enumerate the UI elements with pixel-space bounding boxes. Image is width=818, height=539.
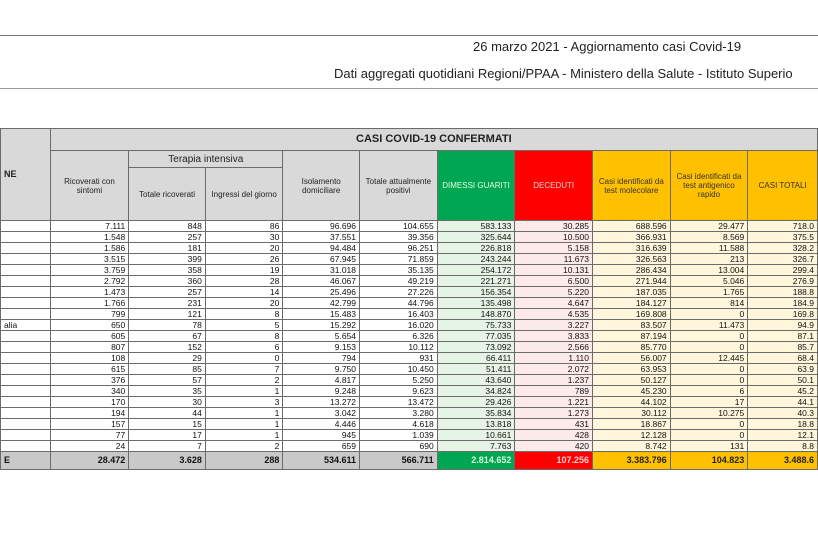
value-cell: 42.799: [283, 298, 360, 309]
value-cell: 2.072: [515, 364, 593, 375]
region-cell: [1, 331, 51, 342]
total-cell: 566.711: [360, 452, 438, 470]
value-cell: 35.135: [360, 265, 438, 276]
value-cell: 650: [50, 320, 129, 331]
value-cell: 96.251: [360, 243, 438, 254]
value-cell: 7.763: [437, 441, 515, 452]
report-subtitle: Dati aggregati quotidiani Regioni/PPAA - Ministero della Salute - Istituto Superio: [334, 66, 793, 81]
value-cell: 73.092: [437, 342, 515, 353]
value-cell: 152: [129, 342, 206, 353]
value-cell: 659: [283, 441, 360, 452]
value-cell: 29.426: [437, 397, 515, 408]
value-cell: 12.128: [593, 430, 671, 441]
value-cell: 7: [205, 364, 283, 375]
value-cell: 34.824: [437, 386, 515, 397]
value-cell: 12.1: [748, 430, 818, 441]
value-cell: 49.219: [360, 276, 438, 287]
region-cell: [1, 397, 51, 408]
value-cell: 13.004: [670, 265, 748, 276]
value-cell: 187.035: [593, 287, 671, 298]
value-cell: 221.271: [437, 276, 515, 287]
value-cell: 271.944: [593, 276, 671, 287]
value-cell: 5.158: [515, 243, 593, 254]
value-cell: 428: [515, 430, 593, 441]
value-cell: 6.500: [515, 276, 593, 287]
value-cell: 96.696: [283, 221, 360, 232]
region-cell: [1, 309, 51, 320]
table-row: [1, 441, 818, 452]
value-cell: 43.640: [437, 375, 515, 386]
value-cell: 10.661: [437, 430, 515, 441]
value-cell: 157: [50, 419, 129, 430]
value-cell: 11.588: [670, 243, 748, 254]
value-cell: 85.7: [748, 342, 818, 353]
value-cell: 44: [129, 408, 206, 419]
value-cell: 399: [129, 254, 206, 265]
value-cell: 605: [50, 331, 129, 342]
value-cell: 16.020: [360, 320, 438, 331]
header-rule-bottom: [0, 88, 818, 89]
value-cell: 17: [670, 397, 748, 408]
region-cell: [1, 276, 51, 287]
value-cell: 169.8: [748, 309, 818, 320]
value-cell: 276.9: [748, 276, 818, 287]
total-cell: 3.383.796: [593, 452, 671, 470]
value-cell: 3: [205, 397, 283, 408]
header-deceduti: DECEDUTI: [515, 151, 593, 221]
value-cell: 27.226: [360, 287, 438, 298]
table-body: [1, 221, 818, 470]
value-cell: 2.792: [50, 276, 129, 287]
value-cell: 121: [129, 309, 206, 320]
value-cell: 340: [50, 386, 129, 397]
value-cell: 316.639: [593, 243, 671, 254]
value-cell: 86: [205, 221, 283, 232]
value-cell: 3.833: [515, 331, 593, 342]
value-cell: 1.110: [515, 353, 593, 364]
value-cell: 50.1: [748, 375, 818, 386]
region-cell: [1, 386, 51, 397]
value-cell: 131: [670, 441, 748, 452]
table-row: [1, 364, 818, 375]
value-cell: 30.285: [515, 221, 593, 232]
value-cell: 29: [129, 353, 206, 364]
header-totale-positivi: Totale attualmente positivi: [360, 151, 438, 221]
value-cell: 4.618: [360, 419, 438, 430]
value-cell: 2.566: [515, 342, 593, 353]
value-cell: 94.9: [748, 320, 818, 331]
value-cell: 814: [670, 298, 748, 309]
region-cell: [1, 254, 51, 265]
total-cell: 3.628: [129, 452, 206, 470]
value-cell: 184.9: [748, 298, 818, 309]
value-cell: 8.8: [748, 441, 818, 452]
region-cell: [1, 221, 51, 232]
value-cell: 1.237: [515, 375, 593, 386]
value-cell: 945: [283, 430, 360, 441]
value-cell: 148.870: [437, 309, 515, 320]
value-cell: 1.221: [515, 397, 593, 408]
value-cell: 10.275: [670, 408, 748, 419]
table-row: [1, 375, 818, 386]
value-cell: 299.4: [748, 265, 818, 276]
region-cell: [1, 265, 51, 276]
value-cell: 326.7: [748, 254, 818, 265]
value-cell: 194: [50, 408, 129, 419]
value-cell: 1: [205, 408, 283, 419]
value-cell: 13.272: [283, 397, 360, 408]
value-cell: 8.742: [593, 441, 671, 452]
total-cell: 107.256: [515, 452, 593, 470]
value-cell: 77: [50, 430, 129, 441]
value-cell: 799: [50, 309, 129, 320]
value-cell: 243.244: [437, 254, 515, 265]
value-cell: 0: [670, 331, 748, 342]
table-row: [1, 408, 818, 419]
value-cell: 5.654: [283, 331, 360, 342]
value-cell: 0: [670, 342, 748, 353]
value-cell: 6: [670, 386, 748, 397]
value-cell: 26: [205, 254, 283, 265]
value-cell: 14: [205, 287, 283, 298]
value-cell: 94.484: [283, 243, 360, 254]
value-cell: 135.498: [437, 298, 515, 309]
value-cell: 30: [205, 232, 283, 243]
region-cell: [1, 430, 51, 441]
value-cell: 431: [515, 419, 593, 430]
value-cell: 63.953: [593, 364, 671, 375]
value-cell: 807: [50, 342, 129, 353]
value-cell: 0: [670, 430, 748, 441]
value-cell: 40.3: [748, 408, 818, 419]
value-cell: 1.039: [360, 430, 438, 441]
value-cell: 85: [129, 364, 206, 375]
value-cell: 718.0: [748, 221, 818, 232]
region-cell: [1, 298, 51, 309]
value-cell: 0: [670, 364, 748, 375]
value-cell: 18.867: [593, 419, 671, 430]
value-cell: 3.042: [283, 408, 360, 419]
value-cell: 2: [205, 441, 283, 452]
value-cell: 848: [129, 221, 206, 232]
header-dimessi: DIMESSI GUARITI: [437, 151, 515, 221]
value-cell: 12.445: [670, 353, 748, 364]
value-cell: 0: [205, 353, 283, 364]
value-cell: 286.434: [593, 265, 671, 276]
value-cell: 35.834: [437, 408, 515, 419]
value-cell: 71.859: [360, 254, 438, 265]
value-cell: 85.770: [593, 342, 671, 353]
value-cell: 9.750: [283, 364, 360, 375]
value-cell: 10.112: [360, 342, 438, 353]
table-row: [1, 342, 818, 353]
value-cell: 24: [50, 441, 129, 452]
value-cell: 108: [50, 353, 129, 364]
value-cell: 9.623: [360, 386, 438, 397]
value-cell: 8: [205, 331, 283, 342]
region-header: NE: [1, 129, 51, 221]
value-cell: 39.356: [360, 232, 438, 243]
value-cell: 9.248: [283, 386, 360, 397]
table-row: [1, 298, 818, 309]
value-cell: 1.766: [50, 298, 129, 309]
total-row: [1, 452, 818, 470]
value-cell: 75.733: [437, 320, 515, 331]
value-cell: 420: [515, 441, 593, 452]
value-cell: 4.647: [515, 298, 593, 309]
header-ricoverati: Ricoverati con sintomi: [50, 151, 129, 221]
value-cell: 1.765: [670, 287, 748, 298]
value-cell: 184.127: [593, 298, 671, 309]
value-cell: 366.931: [593, 232, 671, 243]
value-cell: 0: [670, 375, 748, 386]
value-cell: 213: [670, 254, 748, 265]
value-cell: 51.411: [437, 364, 515, 375]
region-cell: [1, 408, 51, 419]
value-cell: 257: [129, 287, 206, 298]
value-cell: 10.450: [360, 364, 438, 375]
value-cell: 0: [670, 419, 748, 430]
value-cell: 5.220: [515, 287, 593, 298]
value-cell: 4.817: [283, 375, 360, 386]
table-row: [1, 331, 818, 342]
header-antigenico: Casi identificati da test antigenico rapido: [670, 151, 748, 221]
table-row: [1, 386, 818, 397]
value-cell: 4.446: [283, 419, 360, 430]
total-cell: 104.823: [670, 452, 748, 470]
region-cell: [1, 232, 51, 243]
table-row: [1, 309, 818, 320]
total-label: E: [1, 452, 51, 470]
value-cell: 13.472: [360, 397, 438, 408]
table-row: [1, 397, 818, 408]
value-cell: 15: [129, 419, 206, 430]
value-cell: 3.759: [50, 265, 129, 276]
value-cell: 20: [205, 243, 283, 254]
table-row: [1, 276, 818, 287]
value-cell: 20: [205, 298, 283, 309]
value-cell: 44.1: [748, 397, 818, 408]
value-cell: 360: [129, 276, 206, 287]
value-cell: 169.808: [593, 309, 671, 320]
value-cell: 3.515: [50, 254, 129, 265]
value-cell: 45.2: [748, 386, 818, 397]
value-cell: 254.172: [437, 265, 515, 276]
value-cell: 17: [129, 430, 206, 441]
covid-cases-table: [0, 128, 818, 470]
value-cell: 13.818: [437, 419, 515, 430]
header-ingressi: Ingressi del giorno: [205, 168, 283, 221]
value-cell: 9.153: [283, 342, 360, 353]
value-cell: 931: [360, 353, 438, 364]
value-cell: 63.9: [748, 364, 818, 375]
region-cell: [1, 243, 51, 254]
value-cell: 794: [283, 353, 360, 364]
value-cell: 77.035: [437, 331, 515, 342]
value-cell: 57: [129, 375, 206, 386]
value-cell: 4.535: [515, 309, 593, 320]
value-cell: 7: [129, 441, 206, 452]
value-cell: 30: [129, 397, 206, 408]
value-cell: 10.131: [515, 265, 593, 276]
region-cell: [1, 287, 51, 298]
value-cell: 104.655: [360, 221, 438, 232]
value-cell: 5.250: [360, 375, 438, 386]
value-cell: 1.548: [50, 232, 129, 243]
value-cell: 30.112: [593, 408, 671, 419]
value-cell: 87.1: [748, 331, 818, 342]
value-cell: 19: [205, 265, 283, 276]
value-cell: 231: [129, 298, 206, 309]
value-cell: 67.945: [283, 254, 360, 265]
total-cell: 288: [205, 452, 283, 470]
header-isolamento: Isolamento domiciliare: [283, 151, 360, 221]
value-cell: 6.326: [360, 331, 438, 342]
region-cell: [1, 364, 51, 375]
value-cell: 358: [129, 265, 206, 276]
value-cell: 2: [205, 375, 283, 386]
table-row: [1, 232, 818, 243]
value-cell: 8.569: [670, 232, 748, 243]
value-cell: 50.127: [593, 375, 671, 386]
header-rule-top: [0, 35, 818, 36]
table-row: [1, 265, 818, 276]
value-cell: 326.563: [593, 254, 671, 265]
value-cell: 376: [50, 375, 129, 386]
value-cell: 31.018: [283, 265, 360, 276]
table-row: [1, 320, 818, 331]
value-cell: 5.046: [670, 276, 748, 287]
super-header: CASI COVID-19 CONFERMATI: [50, 129, 817, 151]
total-cell: 534.611: [283, 452, 360, 470]
value-cell: 18.8: [748, 419, 818, 430]
value-cell: 29.477: [670, 221, 748, 232]
value-cell: 66.411: [437, 353, 515, 364]
value-cell: 8: [205, 309, 283, 320]
value-cell: 56.007: [593, 353, 671, 364]
value-cell: 7.111: [50, 221, 129, 232]
value-cell: 78: [129, 320, 206, 331]
region-cell: alia: [1, 320, 51, 331]
value-cell: 44.796: [360, 298, 438, 309]
value-cell: 170: [50, 397, 129, 408]
value-cell: 188.8: [748, 287, 818, 298]
value-cell: 3.227: [515, 320, 593, 331]
total-cell: 3.488.6: [748, 452, 818, 470]
value-cell: 11.673: [515, 254, 593, 265]
table-row: [1, 254, 818, 265]
value-cell: 16.403: [360, 309, 438, 320]
value-cell: 6: [205, 342, 283, 353]
value-cell: 0: [670, 309, 748, 320]
region-cell: [1, 419, 51, 430]
header-molecolare: Casi identificati da test molecolare: [593, 151, 671, 221]
value-cell: 68.4: [748, 353, 818, 364]
value-cell: 690: [360, 441, 438, 452]
value-cell: 615: [50, 364, 129, 375]
value-cell: 1: [205, 386, 283, 397]
value-cell: 87.194: [593, 331, 671, 342]
value-cell: 28: [205, 276, 283, 287]
value-cell: 44.102: [593, 397, 671, 408]
value-cell: 46.067: [283, 276, 360, 287]
value-cell: 1.473: [50, 287, 129, 298]
value-cell: 67: [129, 331, 206, 342]
value-cell: 226.818: [437, 243, 515, 254]
value-cell: 328.2: [748, 243, 818, 254]
header-terapia-intensiva: Terapia intensiva: [129, 151, 283, 168]
value-cell: 37.551: [283, 232, 360, 243]
header-totale-ricoverati: Totale ricoverati: [129, 168, 206, 221]
value-cell: 1.273: [515, 408, 593, 419]
value-cell: 83.507: [593, 320, 671, 331]
table-row: [1, 243, 818, 254]
value-cell: 11.473: [670, 320, 748, 331]
table-row: [1, 287, 818, 298]
value-cell: 15.292: [283, 320, 360, 331]
value-cell: 688.596: [593, 221, 671, 232]
value-cell: 325.644: [437, 232, 515, 243]
value-cell: 45.230: [593, 386, 671, 397]
value-cell: 257: [129, 232, 206, 243]
value-cell: 3.280: [360, 408, 438, 419]
region-cell: [1, 441, 51, 452]
value-cell: 35: [129, 386, 206, 397]
region-cell: [1, 375, 51, 386]
table-row: [1, 353, 818, 364]
value-cell: 375.5: [748, 232, 818, 243]
value-cell: 583.133: [437, 221, 515, 232]
header-casi-totali: CASI TOTALI: [748, 151, 818, 221]
value-cell: 156.354: [437, 287, 515, 298]
value-cell: 789: [515, 386, 593, 397]
value-cell: 181: [129, 243, 206, 254]
value-cell: 1.586: [50, 243, 129, 254]
value-cell: 1: [205, 430, 283, 441]
report-title: 26 marzo 2021 - Aggiornamento casi Covid-19: [473, 39, 742, 54]
table-row: [1, 419, 818, 430]
region-cell: [1, 353, 51, 364]
value-cell: 5: [205, 320, 283, 331]
table-row: [1, 430, 818, 441]
total-cell: 28.472: [50, 452, 129, 470]
value-cell: 1: [205, 419, 283, 430]
total-cell: 2.814.652: [437, 452, 515, 470]
value-cell: 15.483: [283, 309, 360, 320]
table-row: [1, 221, 818, 232]
value-cell: 10.500: [515, 232, 593, 243]
region-cell: [1, 342, 51, 353]
value-cell: 25.496: [283, 287, 360, 298]
